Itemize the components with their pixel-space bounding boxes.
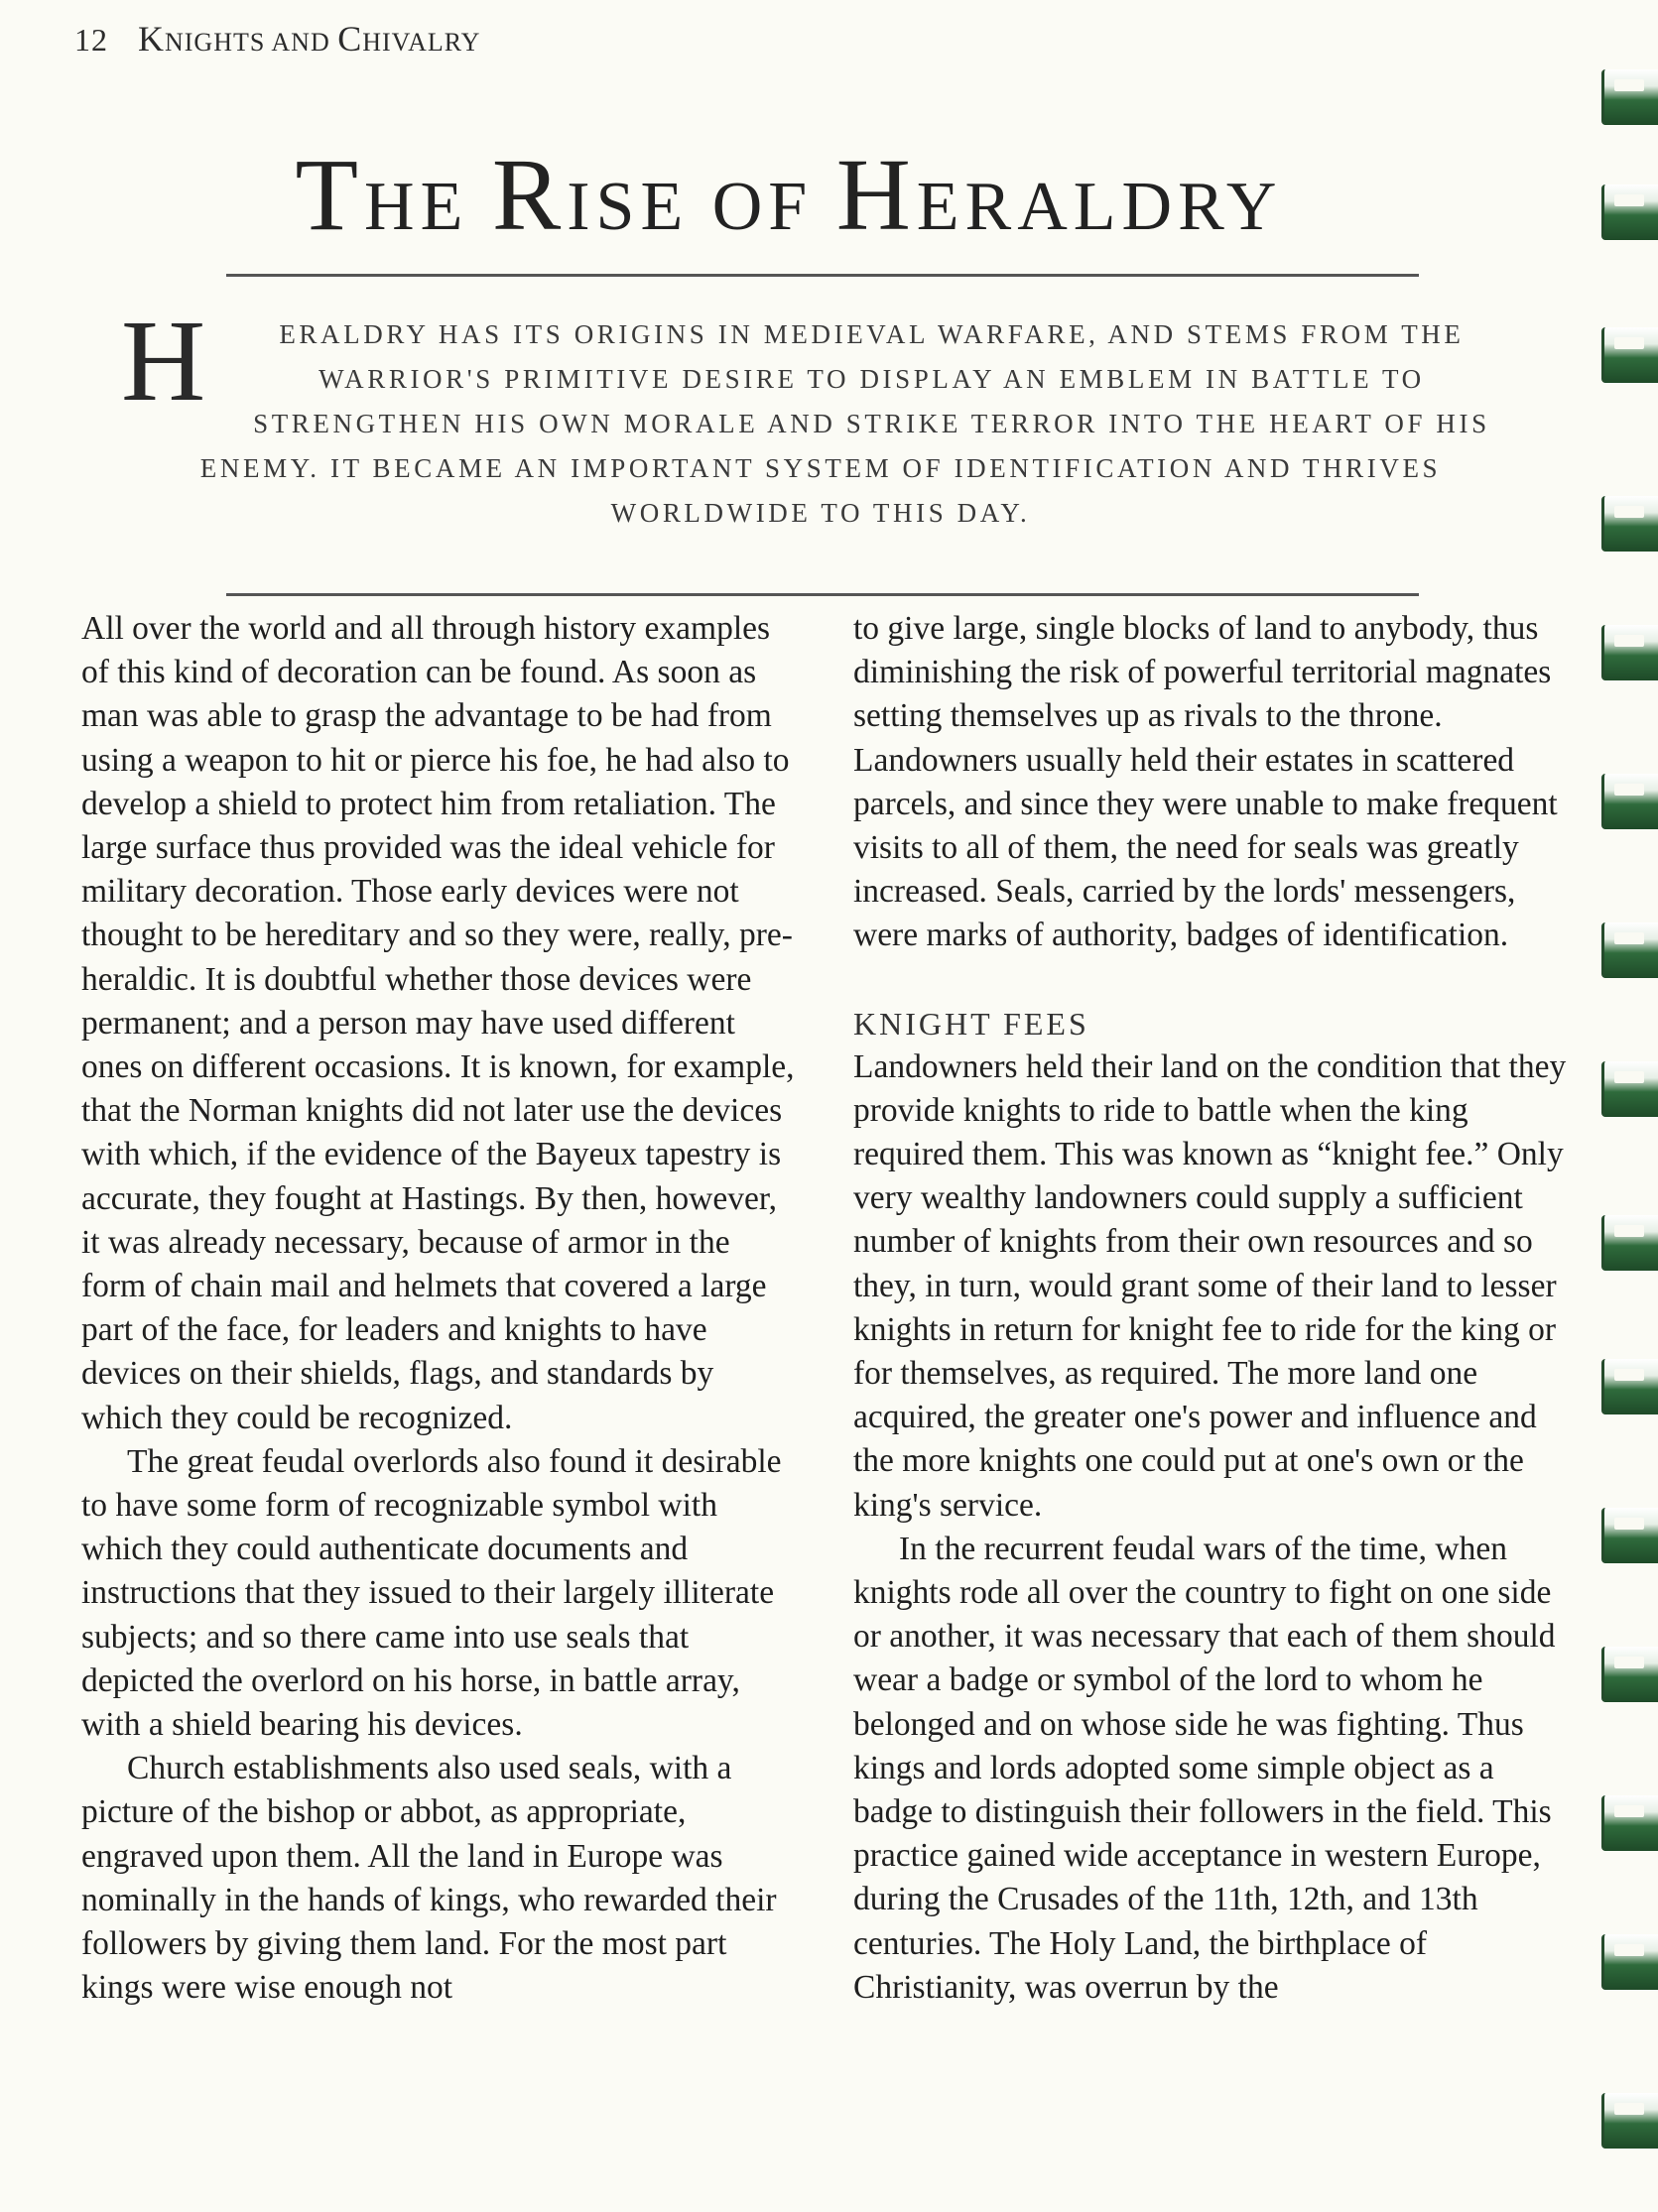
title-rule-top	[226, 274, 1419, 277]
subheading-knight-fees: KNIGHT FEES	[853, 1005, 1089, 1042]
edge-tab	[1601, 1795, 1658, 1851]
edge-tab	[1601, 327, 1658, 383]
edge-tab	[1601, 184, 1658, 240]
edge-tab	[1601, 2093, 1658, 2149]
body-paragraph: In the recurrent feudal wars of the time, when knights rode all over the country to fight on one side or another, it was necessary that each of them should wear a badge or symbol of the lord to whom he belonged and on whose side he was fighting. Thus kings and lords adopted some simple object as a badge to distinguish their followers in the field. This practice gained wide acceptance in western Europe, during the Crusades of the 11th, 12th, and 13th centuries. The Holy Land, the birthplace of Christianity, was overrun by the	[853, 1530, 1556, 2006]
edge-tab	[1601, 1934, 1658, 1990]
page-number: 12	[74, 22, 108, 58]
dropcap: H	[121, 296, 209, 426]
body-paragraph: The great feudal overlords also found it desirable to have some form of recognizable symbol with which they could authenticate documents and instructions that they issued to their largely illiterate subjects; and so there came into use seals that depicted the overlord on his horse, in battle array, with a shield bearing his devices.	[81, 1442, 782, 1744]
left-column	[81, 607, 801, 2011]
title-rule-bottom	[226, 593, 1419, 596]
edge-tab	[1601, 774, 1658, 829]
body-paragraph: to give large, single blocks of land to anybody, thus diminishing the risk of powerful territorial magnates setting themselves up as rivals to the throne. Landowners usually held their estates in scattered parcels, and since they were unable to make frequent visits to all of them, the need for seals was greatly increased. Seals, carried by the lords' messengers, were marks of authority, badges of identification.	[853, 610, 1558, 954]
chapter-title: THE RISE OF HERALDRY	[295, 138, 1283, 252]
running-title: KNIGHTS AND CHIVALRY	[138, 19, 481, 59]
edge-tab	[1601, 625, 1658, 680]
edge-tab	[1601, 1215, 1658, 1271]
edge-tab	[1601, 922, 1658, 978]
intro-paragraph	[121, 296, 1520, 536]
edge-tab	[1601, 1061, 1658, 1117]
edge-tab	[1601, 69, 1658, 125]
right-column	[853, 607, 1568, 2010]
body-paragraph: All over the world and all through history examples of this kind of decoration can be found. As soon as man was able to grasp the advantage to be had from using a weapon to hit or pierce his foe, he had also to develop a shield to protect him from retaliation. The large surface thus provided was the ideal vehicle for military decoration. Those early devices were not thought to be hereditary and so they were, really, pre-heraldic. It is doubtful whether those devices were permanent; and a person may have used different ones on different occasions. It is known, for example, that the Norman knights did not later use the devices with which, if the evidence of the Bayeux tapestry is accurate, they fought at Hastings. By then, however, it was already necessary, because of armor in the form of chain mail and helmets that covered a large part of the face, for leaders and knights to have devices on their shields, flags, and standards by which they could be recognized.	[81, 610, 795, 1436]
edge-tab	[1601, 1647, 1658, 1702]
intro-text: ERALDRY HAS ITS ORIGINS IN MEDIEVAL WARFARE, AND STEMS FROM THE WARRIOR'S PRIMITIVE DESIRE TO DISPLAY AN EMBLEM IN BATTLE TO STRENGTHEN HIS OWN MORALE AND STRIKE TERROR INTO THE HEART OF HIS ENEMY. IT BECAME AN IMPORTANT SYSTEM OF IDENTIFICATION AND THRIVES WORLDWIDE TO THIS DAY.	[199, 319, 1490, 528]
edge-tab	[1601, 1508, 1658, 1563]
running-header	[74, 18, 480, 60]
edge-tab	[1601, 496, 1658, 552]
body-paragraph: Landowners held their land on the condition that they provide knights to ride to battle when the king required them. This was known as “knight fee.” Only very wealthy landowners could supply a sufficient number of knights from their own resources and so they, in turn, would grant some of their land to lesser knights in return for knight fee to ride for the king or for themselves, as required. The more land one acquired, the greater one's power and influence and the more knights one could put at one's own or the king's service.	[853, 1047, 1567, 1524]
body-paragraph: Church establishments also used seals, with a picture of the bishop or abbot, as appropriate, engraved upon them. All the land in Europe was nominally in the hands of kings, who rewarded their followers by giving them land. For the most part kings were wise enough not	[81, 1750, 777, 2007]
edge-tab	[1601, 1359, 1658, 1414]
